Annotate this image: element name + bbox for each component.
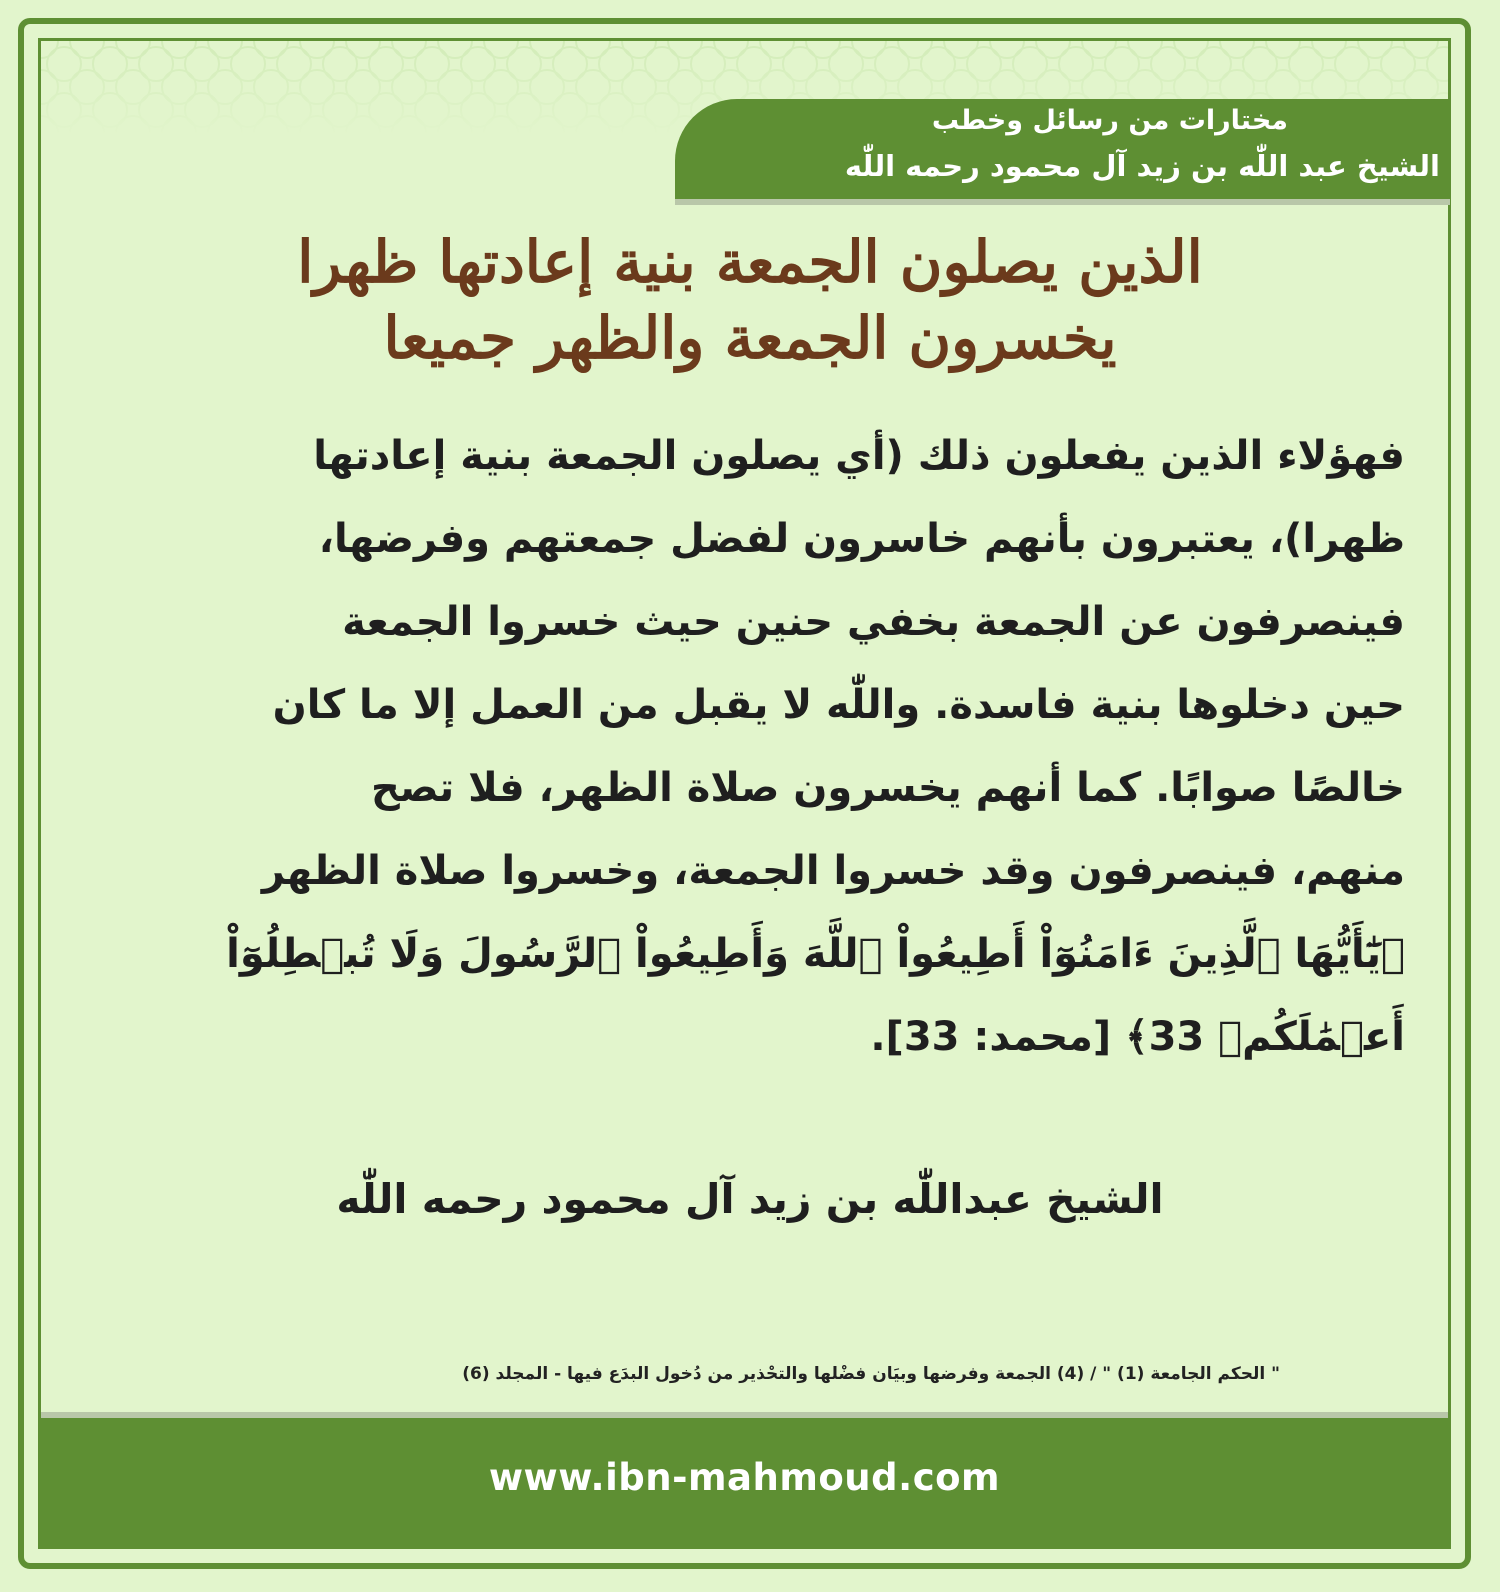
body-line: فهؤلاء الذين يفعلون ذلك (أي يصلون الجمعة بنية إعادتها [313, 433, 1405, 479]
body-line: منهم، فينصرفون وقد خسروا الجمعة، وخسروا صلاة الظهر [261, 848, 1405, 894]
header-series-title: مختارات من رسائل وخطب [931, 105, 1288, 136]
body-line: خالصًا صوابًا. كما أنهم يخسرون صلاة الظهر، فلا تصح [370, 765, 1405, 811]
author-signature: الشيخ عبداللّٰه بن زيد آل محمود رحمه اللّٰه [336, 1175, 1164, 1223]
header-author-name: الشيخ عبد اللّٰه بن زيد آل محمود رحمه اللّٰه [844, 149, 1440, 183]
article-body [120, 415, 1405, 1079]
header-banner [675, 99, 1450, 199]
body-line: فينصرفون عن الجمعة بخفي حنين حيث خسروا الجمعة [342, 599, 1405, 645]
quran-verse-line: ﴿يَٰٓأَيُّهَا ٱلَّذِينَ ءَامَنُوٓاْ أَطِيعُواْ ٱللَّهَ وَأَطِيعُواْ ٱلرَّسُولَ وَلَا تُبۡطِلُوٓاْ [226, 931, 1405, 977]
page-title [90, 224, 1410, 376]
quran-verse-line: أَعۡمَٰلَكُمۡ 33﴾ [محمد: 33]. [870, 1014, 1405, 1060]
website-url: www.ibn-mahmoud.com [488, 1456, 1001, 1499]
body-line: حين دخلوها بنية فاسدة. واللّٰه لا يقبل من العمل إلا ما كان [272, 682, 1405, 728]
title-line-1: الذين يصلون الجمعة بنية إعادتها ظهرا [297, 228, 1203, 296]
body-line: ظهرا)، يعتبرون بأنهم خاسرون لفضل جمعتهم وفرضها، [318, 516, 1405, 562]
source-reference: " الحكم الجامعة (1) " / (4) الجمعة وفرضها وبيَان فضْلها والتحْذير من دُخول البدَع فيها - المجلد (6) [462, 1364, 1280, 1384]
footer-band [41, 1418, 1448, 1546]
title-line-2: يخسرون الجمعة والظهر جميعا [383, 304, 1117, 372]
